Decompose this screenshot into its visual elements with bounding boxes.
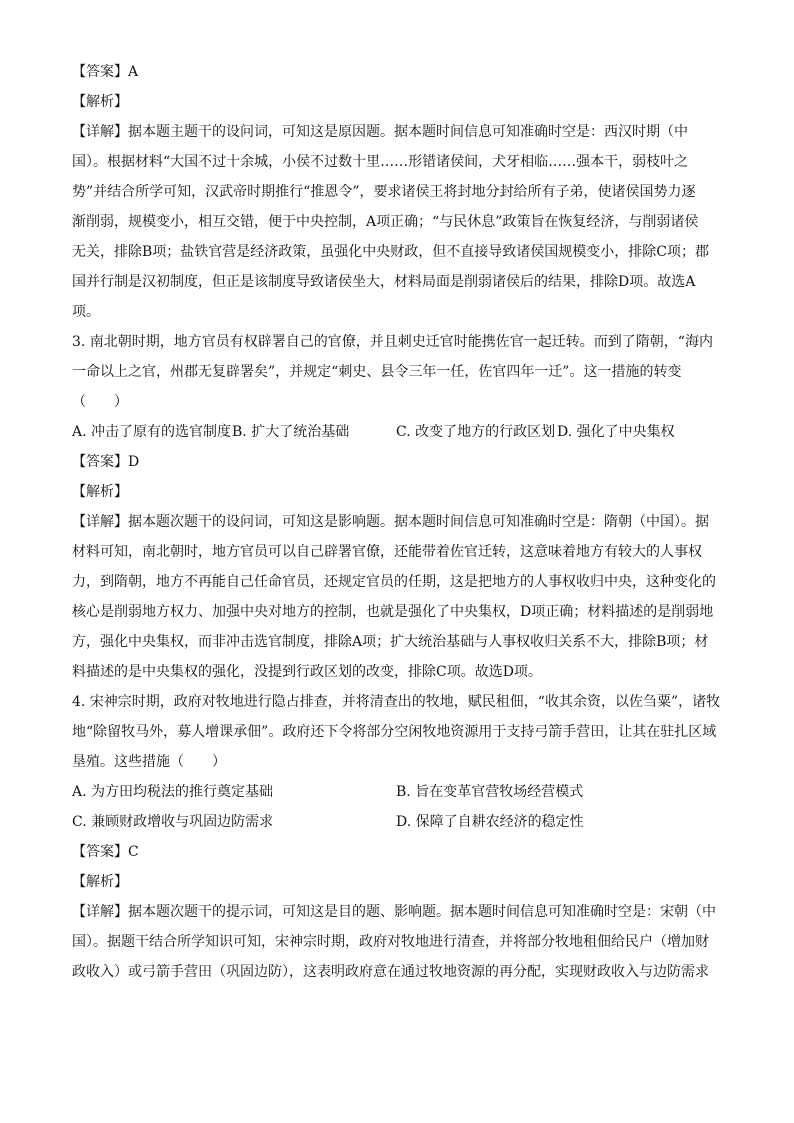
option-c: C. 兼顾财政增收与巩固边防需求 [72,814,274,830]
detail-line: 核心是削弱地方权力、加强中央对地方的控制，也就是强化了中央集权，D项正确；材料描述的是削弱地 [72,604,714,620]
option-d: D. 保障了自耕农经济的稳定性 [396,814,584,830]
stem-line: 4. 宋神宗时期，政府对牧地进行隐占排查，并将清查出的牧地，赋民租佃，“收其余资，以佐刍粟”，诸牧 [72,694,721,710]
answer-label: 【答案】C [72,844,139,860]
analysis-label: 【解析】 [72,94,128,110]
question-4-options-row1 [72,782,722,802]
stem-line: （ ） [72,394,128,410]
detail-line: 无关，排除B项；盐铁官营是经济政策，虽强化中央财政，但不直接导致诸侯国规模变小，排除C项；郡 [72,244,709,260]
question-3-options [72,422,722,442]
option-b: B. 旨在变革官营牧场经营模式 [396,784,584,800]
question-4-stem [72,692,722,772]
option-a: A. 为方田均税法的推行奠定基础 [72,784,274,800]
detail-paragraph [72,122,722,322]
detail-line: 项。 [72,304,100,320]
question-4-options-row2 [72,812,722,832]
stem-line: 一命以上之官，州郡无复辟署矣”，并规定“刺史、县令三年一任，佐官四年一迁”。这一措施的转变 [72,364,682,380]
stem-line: 地“除留牧马外，募人增课承佃”。政府还下令将部分空闲牧地资源用于支持弓箭手营田，让其在驻扎区域 [72,724,717,740]
detail-paragraph [72,902,722,982]
detail-line: 【详解】据本题主题干的设问词，可知这是原因题。据本题时间信息可知准确时空是：西汉时期（中 [72,124,688,140]
analysis-label: 【解析】 [72,484,128,500]
answer-label: 【答案】D [72,454,140,470]
detail-paragraph [72,512,722,682]
detail-line: 【详解】据本题次题干的设问词，可知这是影响题。据本题时间信息可知准确时空是：隋朝（中国）。据 [72,514,709,530]
detail-line: 国）。据题干结合所学知识可知，宋神宗时期，政府对牧地进行清查，并将部分牧地租佃给民户（增加财 [72,934,709,950]
detail-line: 势”并结合所学可知，汉武帝时期推行“推恩令”，要求诸侯王将封地分封给所有子弟，使诸侯国势力逐 [72,184,696,200]
detail-line: 渐削弱，规模变小，相互交错，便于中央控制，A项正确；“与民休息”政策旨在恢复经济，与削弱诸侯 [72,214,699,230]
option-d: D. 强化了中央集权 [557,424,675,440]
detail-line: 政收入）或弓箭手营田（巩固边防），这表明政府意在通过牧地资源的再分配，实现财政收入与边防需求 [72,964,709,980]
question-3-stem [72,332,722,412]
detail-line: 国）。根据材料“大国不过十余城，小侯不过数十里……形错诸侯间，犬牙相临……强本干，弱枝叶之 [72,154,689,170]
answer-label: 【答案】A [72,64,139,80]
detail-line: 【详解】据本题次题干的提示词，可知这是目的题、影响题。据本题时间信息可知准确时空是：宋朝（中 [72,904,716,920]
option-b: B. 扩大了统治基础 [232,424,350,440]
option-a: A. 冲击了原有的选官制度 [72,424,232,440]
stem-line: 3. 南北朝时期，地方官员有权辟署自己的官僚，并且刺史迁官时能携佐官一起迁转。而到了隋朝，“海内 [72,334,713,350]
detail-line: 料描述的是中央集权的强化，没提到行政区划的改变，排除C项。故选D项。 [72,664,542,680]
stem-line: 垦殖。这些措施（ ） [72,754,226,770]
detail-line: 力，到隋朝，地方不再能自己任命官员，还规定官员的任期，这是把地方的人事权收归中央，这种变化的 [72,574,716,590]
detail-line: 国并行制是汉初制度，但正是该制度导致诸侯坐大，材料局面是削弱诸侯后的结果，排除D项。故选A [72,274,696,290]
option-c: C. 改变了地方的行政区划 [396,424,556,440]
detail-line: 材料可知，南北朝时，地方官员可以自己辟署官僚，还能带着佐官迁转，这意味着地方有较大的人事权 [72,544,702,560]
analysis-label: 【解析】 [72,874,128,890]
document-page [72,62,722,982]
detail-line: 方，强化中央集权，而非冲击选官制度，排除A项；扩大统治基础与人事权收归关系不大，排除B项；材 [72,634,709,650]
